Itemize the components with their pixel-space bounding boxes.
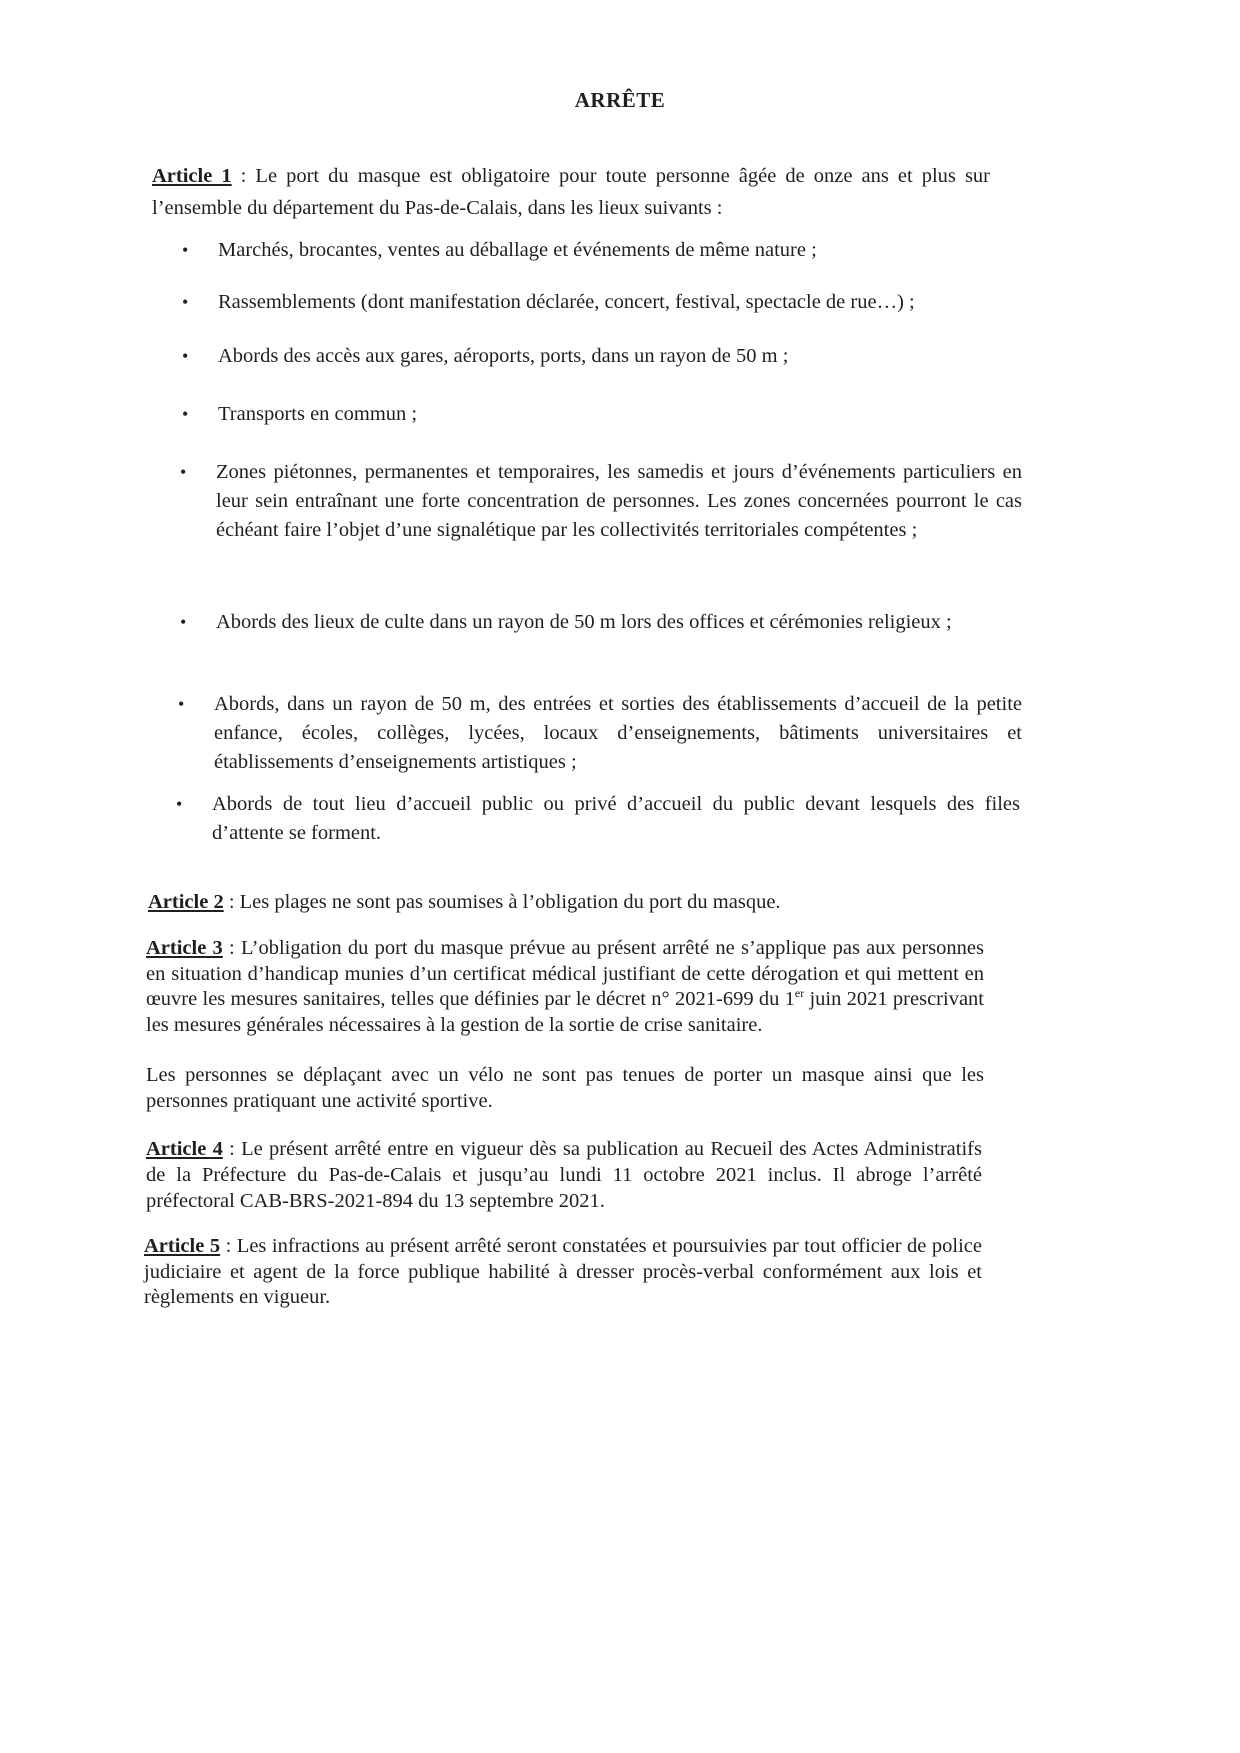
article-2 bbox=[148, 886, 988, 918]
bullet-icon: • bbox=[182, 292, 189, 312]
article-4 bbox=[146, 1136, 982, 1214]
article-4-label: Article 4 bbox=[146, 1138, 223, 1160]
list-item-text: Abords de tout lieu d’accueil public ou privé d’accueil du public devant lesquels des files d’attente se forment. bbox=[212, 793, 1020, 844]
article-3-label: Article 3 bbox=[146, 937, 223, 959]
bullet-icon: • bbox=[182, 240, 189, 260]
article-3-text-end: juin 2021 prescrivant les mesures générales nécessaires à la gestion de la sortie de crise sanitaire. bbox=[146, 988, 984, 1036]
article-1-label: Article 1 bbox=[152, 165, 232, 187]
bullet-icon: • bbox=[178, 694, 185, 714]
article-2-label: Article 2 bbox=[148, 891, 224, 913]
bullet-icon: • bbox=[182, 404, 189, 424]
list-item-text: Abords, dans un rayon de 50 m, des entrées et sorties des établissements d’accueil de la petite enfance, écoles, collèges, lycées, locaux d’enseignements, bâtiments universitaires et établissements d’enseignements artistiques ; bbox=[214, 693, 1022, 773]
article-5-label: Article 5 bbox=[144, 1235, 221, 1257]
article-3-separator: : bbox=[222, 937, 241, 959]
article-4-text: Le présent arrêté entre en vigueur dès sa publication au Recueil des Actes Administratifs de la Préfecture du Pas-de-Calais et jusqu’au lundi 11 octobre 2021 inclus. Il abroge l’arrêté préfectoral CAB-BRS-2021-894 du 13 septembre 2021. bbox=[146, 1138, 982, 1212]
list-item-text: Zones piétonnes, permanentes et temporaires, les samedis et jours d’événements particuliers en leur sein entraînant une forte concentration de personnes. Les zones concernées pourront le cas échéant faire l’objet d’une signalétique par les collectivités territoriales compétentes ; bbox=[216, 461, 1022, 541]
list-item bbox=[180, 458, 1022, 545]
article-4-separator: : bbox=[222, 1138, 242, 1160]
article-1-separator: : bbox=[231, 165, 256, 187]
list-item bbox=[182, 234, 1018, 266]
bullet-icon: • bbox=[180, 462, 187, 482]
bullet-icon: • bbox=[182, 346, 189, 366]
article-1-text: Le port du masque est obligatoire pour toute personne âgée de onze ans et plus sur l’ensemble du département du Pas-de-Calais, dans les lieux suivants : bbox=[152, 165, 990, 219]
article-5-separator: : bbox=[220, 1235, 237, 1257]
bullet-icon: • bbox=[180, 612, 187, 632]
list-item bbox=[182, 286, 1018, 318]
list-item-text: Marchés, brocantes, ventes au déballage et événements de même nature ; bbox=[218, 239, 817, 261]
list-item bbox=[182, 340, 1018, 372]
list-item-text: Transports en commun ; bbox=[218, 403, 418, 425]
article-3 bbox=[146, 936, 984, 1038]
article-5 bbox=[144, 1234, 982, 1311]
article-5-text: Les infractions au présent arrêté seront constatées et poursuivies par tout officier de police judiciaire et agent de la force publique habilité à dresser procès-verbal conformément aux lois et règlements en vigueur. bbox=[144, 1235, 982, 1308]
list-item-text: Abords des accès aux gares, aéroports, ports, dans un rayon de 50 m ; bbox=[218, 345, 789, 367]
bullet-icon: • bbox=[176, 794, 183, 814]
article-2-separator: : bbox=[223, 891, 240, 913]
document-title: ARRÊTE bbox=[574, 88, 666, 112]
article-2-text: Les plages ne sont pas soumises à l’obligation du port du masque. bbox=[239, 891, 781, 913]
list-item-text: Rassemblements (dont manifestation déclarée, concert, festival, spectacle de rue…) ; bbox=[218, 291, 915, 313]
article-3-text: L’obligation du port du masque prévue au présent arrêté ne s’applique pas aux personnes en situation d’handicap munies d’un certificat médical justifiant de cette dérogation et qui mettent en œuvre les mesures sanitaires, telles que définies par le décret n° 2021-699 du 1 bbox=[146, 937, 984, 1010]
article-3-paragraph-2: Les personnes se déplaçant avec un vélo ne sont pas tenues de porter un masque ainsi que les personnes pratiquant une activité sportive. bbox=[146, 1064, 984, 1112]
list-item bbox=[176, 790, 1020, 848]
list-item bbox=[182, 398, 1018, 430]
article-1 bbox=[152, 160, 990, 224]
list-item bbox=[180, 606, 1022, 638]
list-item bbox=[178, 690, 1022, 777]
list-item-text: Abords des lieux de culte dans un rayon de 50 m lors des offices et cérémonies religieux ; bbox=[216, 611, 952, 633]
article-3-superscript: er bbox=[794, 986, 805, 1000]
